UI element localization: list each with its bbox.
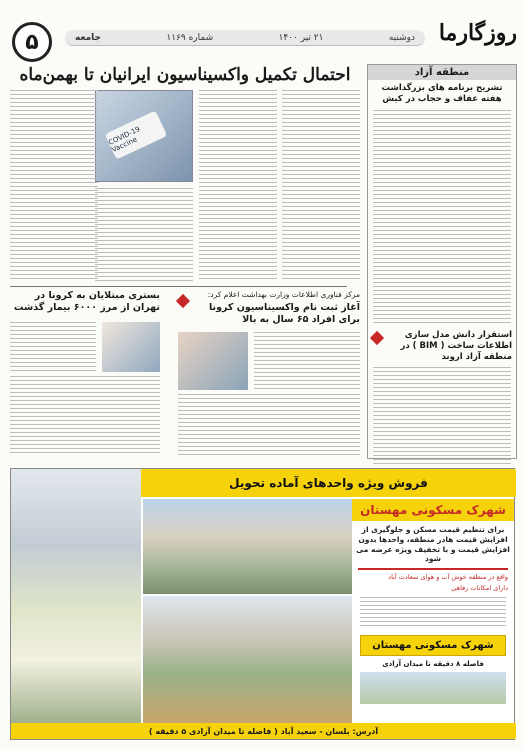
- newspaper-logo: روزگارما: [438, 20, 517, 46]
- page-number: ۵: [12, 22, 52, 62]
- main-headline: احتمال تکمیل واکسیناسیون ایرانیان تا بهمن‌ماه: [19, 65, 351, 85]
- left-story: [10, 290, 160, 462]
- sidebar-bullet-icon: [370, 331, 384, 345]
- header-issue: شماره ۱۱۶۹: [166, 32, 214, 43]
- header-bar: [65, 30, 425, 46]
- main-body-col-2: [199, 90, 277, 282]
- left-story-headline: بستری مبتلایان به کرونا در تهران از مرز ۶۰۰۰ بیمار گذشت: [13, 290, 160, 314]
- ad-feature-list: [360, 597, 506, 629]
- vaccine-photo: [95, 90, 193, 182]
- ad-address-bar: آدرس: بلسان - سعید آباد ( فاصله تا میدان آزادی ۵ دقیقه ): [11, 723, 516, 739]
- mid-story-kicker: مرکز فناوری اطلاعات وزارت بهداشت اعلام کرد:: [207, 290, 360, 299]
- sidebar-column: [367, 64, 517, 459]
- ad-brand: شهرک مسکونی مهستان: [352, 499, 514, 521]
- ad-bullet-1: واقع در منطقه خوش آب و هوای سعادت آباد: [388, 573, 508, 581]
- header-date: ۲۱ تیر ۱۴۰۰: [278, 32, 324, 43]
- ad-offer: برای تنظیم قیمت مسکن و جلوگیری از افزایش قیمت هادر منطقه، واحدها بدون افزایش قیمت و با تخفیف ویژه عرضه می شود: [356, 525, 510, 564]
- sidebar-headline-2: استقرار دانش مدل سازی اطلاعات ساخت ( BIM ) در منطقه آزاد اروند: [400, 330, 512, 363]
- mid-story: [178, 290, 360, 462]
- masthead: [0, 0, 525, 62]
- vaccine-vial-label: COVID-19 Vaccine: [105, 110, 168, 159]
- ad-photo-garden: [11, 469, 141, 724]
- ad-top-banner: فروش ویژه واحدهای آماده تحویل: [141, 469, 516, 497]
- ad-photo-buildings: [143, 499, 353, 594]
- sidebar-body-1: [373, 110, 511, 326]
- sidebar-headline-1: تشریح برنامه های بزرگداشت هفته عفاف و حجاب در کیش: [381, 83, 503, 105]
- mid-story-body-1: [254, 332, 360, 390]
- mid-story-bullet-icon: [176, 294, 190, 308]
- main-body-col-4: [95, 188, 193, 282]
- mid-story-headline: آغاز ثبت نام واکسیناسیون کرونا برای افراد ۶۵ سال به بالا: [208, 301, 360, 326]
- sidebar-section-label: منطقه آزاد: [368, 65, 516, 80]
- sidebar-body-2: [373, 367, 511, 467]
- header-day: دوشنبه: [388, 32, 415, 43]
- ad-render-image: [360, 672, 506, 704]
- left-story-photo: [102, 322, 160, 372]
- left-story-body-2: [10, 376, 160, 456]
- ad-bullet-2: دارای امکانات رفاهی: [451, 584, 508, 592]
- ad-distance: فاصله ۸ دقیقه تا میدان آزادی: [382, 660, 484, 668]
- ad-photo-landscape: [143, 596, 353, 724]
- ad-info-panel: [352, 499, 514, 724]
- mid-story-body-2: [178, 394, 360, 456]
- ad-brand-2: شهرک مسکونی مهستان: [360, 635, 506, 656]
- main-body-col-1: [282, 90, 360, 282]
- mid-story-photo: [178, 332, 248, 390]
- real-estate-ad: [10, 468, 515, 740]
- left-story-body-1: [10, 322, 96, 372]
- main-body-col-3: [10, 90, 98, 282]
- header-section: جامعه: [75, 32, 102, 43]
- divider-1: [10, 286, 347, 287]
